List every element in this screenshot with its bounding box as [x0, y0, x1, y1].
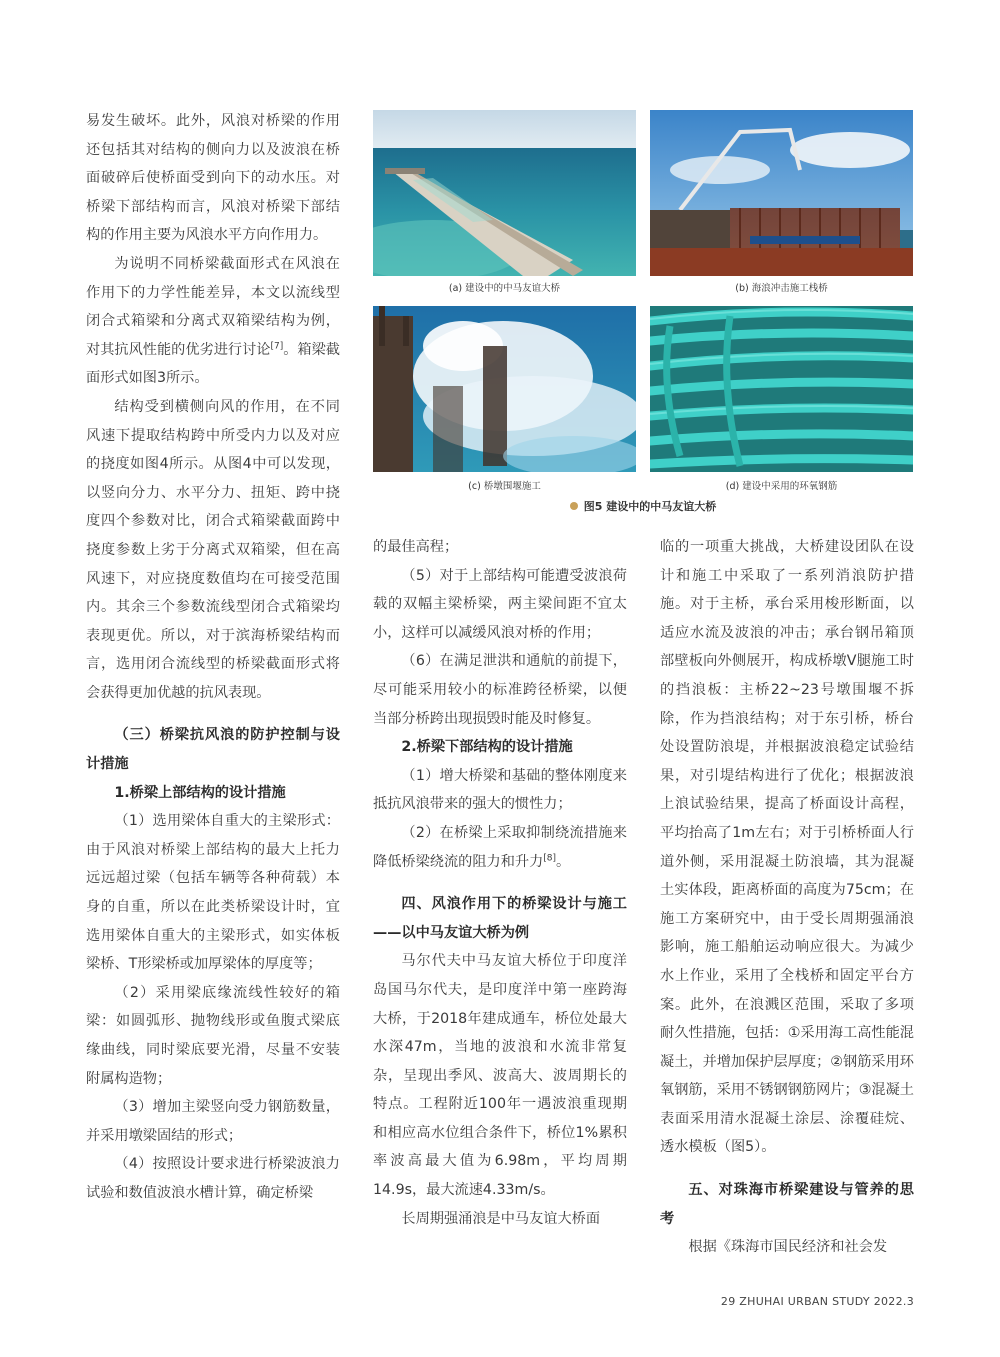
paragraph: 易发生破坏。此外，风浪对桥梁的作用还包括其对结构的侧向力以及波浪在桥面破碎后使桥面受到向下的动水压。对桥梁下部结构而言，风浪对桥梁下部结构的作用主要为风浪水平方向作用力。	[86, 113, 340, 244]
text-column-2	[373, 533, 627, 1233]
subsection-heading: 2.桥梁下部结构的设计措施	[401, 739, 573, 756]
subsection-heading: 1.桥梁上部结构的设计措施	[114, 784, 286, 801]
paragraph: 根据《珠海市国民经济和社会发	[688, 1239, 888, 1256]
bullet-dot-icon	[570, 502, 578, 510]
text-column-1	[86, 107, 340, 1208]
figure-caption: 图5 建设中的中马友谊大桥	[373, 498, 913, 514]
subcaption-d: (d) 建设中采用的环氧钢筋	[725, 481, 838, 492]
paragraph: 临的一项重大挑战，大桥建设团队在设计和施工中采取了一系列消浪防护措施。对于主桥，承台采用梭形断面，以适应水流及波浪的冲击；承台钢吊箱顶部壁板向外侧展开，构成桥墩V腿施工时的挡浪板：主桥22~23号墩围堰不拆除，作为挡浪结构；对于东引桥，桥台处设置防浪堤，并根据波浪稳定试验结果，对引堤结构进行了优化；根据波浪上浪试验结果，提高了桥面设计高程，平均抬高了1m左右；对于引桥桥面人行道外侧，采用混凝土防浪墙，其为混凝土实体段，距离桥面的高度为75cm；在施工方案研究中，由于受长周期强涌浪影响，施工船舶运动响应很大。为减少水上作业，采用了全栈桥和固定平台方案。此外，在浪溅区范围，采取了多项耐久性措施，包括：①采用海工高性能混凝土，并增加保护层厚度；②钢筋采用环氧钢筋，采用不锈钢钢筋网片；③混凝土表面采用清水混凝土涂层、涂覆硅烷、透水模板（图5）。	[660, 539, 914, 1156]
citation: [7]	[270, 341, 284, 352]
text-column-3	[660, 533, 914, 1262]
paragraph: 结构受到横侧向风的作用，在不同风速下提取结构跨中所受内力以及对应的挠度如图4所示。从图4中可以发现，以竖向分力、水平分力、扭矩、跨中挠度四个参数对比，闭合式箱梁截面跨中挠度参数上劣于分离式双箱梁，但在高风速下，对应挠度数值均在可接受范围内。其余三个参数流线型闭合式箱梁均表现更优。所以，对于滨海桥梁结构而言，选用闭合流线型的桥梁截面形式将会获得更加优越的抗风表现。	[86, 398, 340, 701]
list-item: （2）在桥梁上采取抑制绕流措施来降低桥梁绕流的阻力和升力[8]。	[373, 824, 627, 870]
list-item: （1）选用梁体自重大的主梁形式：由于风浪对桥梁上部结构的最大上托力远远超过梁（包括车辆等各种荷载）本身的自重，所以在此类桥梁设计时，宜选用梁体自重大的主梁形式，如实体板梁桥、T形梁桥或加厚梁体的厚度等；	[86, 813, 340, 973]
citation: [8]	[543, 852, 557, 863]
photo-bridge-construction	[373, 110, 636, 276]
page-footer: 29 ZHUHAI URBAN STUDY 2022.3	[720, 1295, 914, 1308]
section-heading: （三）桥梁抗风浪的防护控制与设计措施	[86, 727, 340, 773]
photo-cofferdam-construction	[373, 306, 636, 472]
list-item: （4）按照设计要求进行桥梁波浪力试验和数值波浪水槽计算，确定桥梁	[86, 1156, 340, 1201]
photo-epoxy-rebar	[650, 306, 913, 472]
list-item: （5）对于上部结构可能遭受波浪荷载的双幅主梁桥梁，两主梁间距不宜太小，这样可以减缓风浪对桥的作用；	[373, 567, 627, 641]
subcaption-b: (b) 海浪冲击施工栈桥	[735, 283, 828, 294]
section-heading: 五、对珠海市桥梁建设与管养的思考	[660, 1182, 914, 1227]
paragraph: 长周期强涌浪是中马友谊大桥面	[401, 1210, 601, 1227]
list-item: （6）在满足泄洪和通航的前提下，尽可能采用较小的标准跨径桥梁，以便当部分桥跨出现损毁时能及时修复。	[373, 653, 627, 727]
section-heading: 四、风浪作用下的桥梁设计与施工——以中马友谊大桥为例	[373, 896, 627, 941]
list-item: （3）增加主梁竖向受力钢筋数量，并采用墩梁固结的形式；	[86, 1099, 340, 1144]
paragraph: 的最佳高程；	[373, 539, 459, 555]
subcaption-c: (c) 桥墩围堰施工	[468, 481, 541, 492]
subcaption-a: (a) 建设中的中马友谊大桥	[448, 283, 561, 294]
list-item: （1）增大桥梁和基础的整体刚度来抵抗风浪带来的强大的惯性力；	[373, 767, 627, 813]
paragraph: 为说明不同桥梁截面形式在风浪在作用下的力学性能差异，本文以流线型闭合式箱梁和分离式双箱梁结构为例，对其抗风性能的优劣进行讨论[7]。箱梁截面形式如图3所示。	[86, 255, 340, 387]
list-item: （2）采用梁底缘流线性较好的箱梁：如圆弧形、抛物线形或鱼腹式梁底缘曲线，同时梁底要光滑，尽量不安装附属构造物；	[86, 984, 340, 1087]
photo-wave-impact-trestle	[650, 110, 913, 276]
paragraph: 马尔代夫中马友谊大桥位于印度洋岛国马尔代夫，是印度洋中第一座跨海大桥，于2018年建成通车，桥位处最大水深47m，当地的波浪和水流非常复杂，呈现出季风、波高大、波周期长的特点。工程附近100年一遇波浪重现期和相应高水位组合条件下，桥位1%累积率波高最大值为6.98m，平均周期14.9s，最大流速4.33m/s。	[373, 953, 627, 1199]
